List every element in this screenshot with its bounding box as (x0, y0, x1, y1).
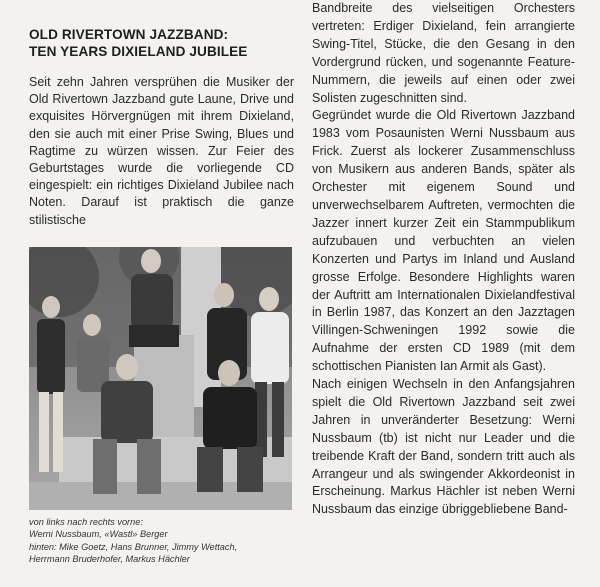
caption-line-1: von links nach rechts vorne: (29, 517, 143, 527)
paragraph-lineup: Nach einigen Wechseln in den Anfangsjahren spielt die Old Rivertown Jazzband seit zwei Jahren in unveränderter Besetzung: Werni Nussbaum (tb) ist nicht nur Leader und die treibende Kraft der Band, sondern tritt auch als Arrangeur und als swingender Akkordeonist in Erscheinung. Markus Hächler ist neben Werni Nussbaum das einzige übriggebliebene Band- (312, 377, 575, 517)
band-photo (29, 247, 292, 510)
caption-line-3: hinten: Mike Goetz, Hans Brunner, Jimmy Wettach, (29, 541, 238, 552)
photo-caption (29, 516, 299, 566)
intro-paragraph: Seit zehn Jahren versprühen die Musiker der Old Rivertown Jazzband gute Laune, Drive und exquisites Hörvergnügen mit ihrem Dixieland, den sie auch mit einer Prise Swing, Blues und Ragtime zu würzen wissen. Zur Feier des Geburtstages wurde die vorliegende CD eingespielt: ein richtiges Dixieland Jubilee nach Noten. Darauf ist praktisch die ganze stilistische (29, 75, 294, 227)
paragraph-bandwidth: Bandbreite des vielseitigen Orchesters vertreten: Erdiger Dixieland, fein arrangierte Swing-Titel, Stücke, die den Gesang in den Vordergrund rücken, und sogenannte Feature-Nummern, die jeweils auf einen oder zwei Solisten zugeschnitten sind. (312, 1, 575, 105)
paragraph-founding: Gegründet wurde die Old Rivertown Jazzband 1983 vom Posaunisten Werni Nussbaum aus Frick. Zuerst als lockerer Zusammenschluss von Musikern aus anderen Bands, später als Orchester mit eigenem Sound und unverwechselbarem Auftreten, vermochten die Jazzer innert kurzer Zeit ein Stammpublikum aufzubauen und verbuchten an vielen Konzerten und Partys im Inland und Ausland grosse Erfolge. Besondere Highlights waren der Auftritt am Internationalen Dixielandfestival in Berlin 1987, das Konzert an den Jazztagen Villingen-Schweningen 1992 sowie die Aufnahme der ersten CD 1989 (mit dem schottischen Pianisten Ian Armit als Gast). (312, 108, 575, 374)
headline-line-1: OLD RIVERTOWN JAZZBAND: (29, 27, 229, 42)
right-column (312, 0, 575, 519)
right-text (312, 0, 575, 519)
left-column (29, 26, 294, 229)
headline-line-2: TEN YEARS DIXIELAND JUBILEE (29, 44, 248, 59)
caption-line-2: Werni Nussbaum, «Wastl» Berger (29, 529, 168, 540)
headline (29, 26, 294, 60)
caption-line-4: Herrmann Bruderhofer, Markus Hächler (29, 554, 190, 565)
